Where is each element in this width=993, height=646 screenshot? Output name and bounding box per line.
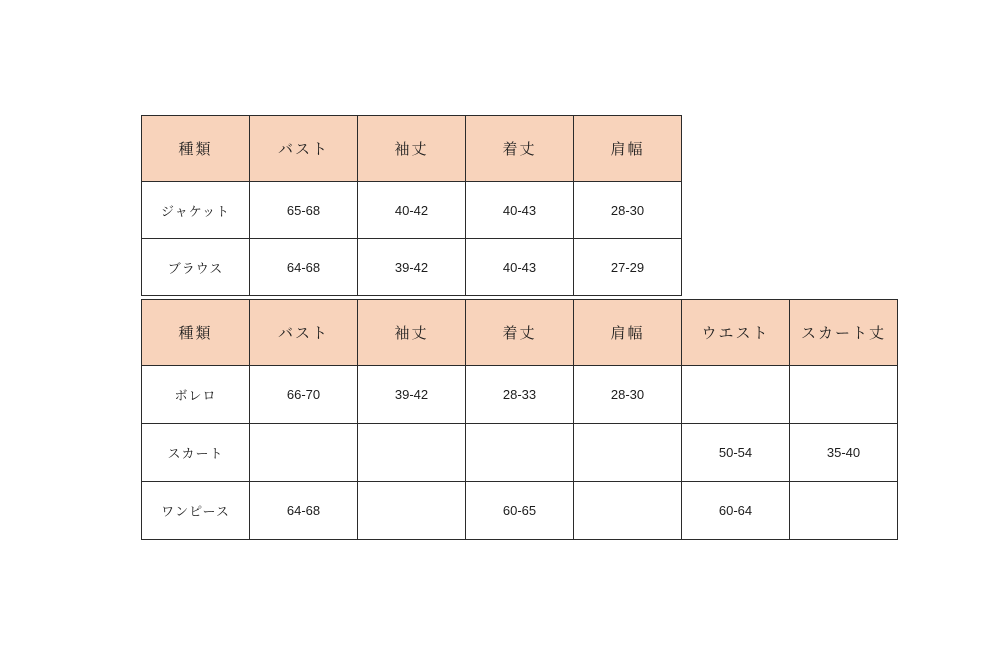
upper-size-table <box>141 115 682 296</box>
cell-sleeve-length: 39-42 <box>358 366 466 424</box>
column-header-skirt-length: スカート丈 <box>790 300 898 366</box>
column-header-shoulder-width: 肩幅 <box>574 116 682 182</box>
cell-garment-length <box>466 424 574 482</box>
table-header-row <box>142 300 898 366</box>
column-header-type: 種類 <box>142 300 250 366</box>
cell-garment-length: 40-43 <box>466 182 574 239</box>
cell-waist: 60-64 <box>682 482 790 540</box>
cell-garment-length: 60-65 <box>466 482 574 540</box>
cell-skirt-length: 35-40 <box>790 424 898 482</box>
column-header-type: 種類 <box>142 116 250 182</box>
cell-bust: 66-70 <box>250 366 358 424</box>
cell-shoulder-width: 28-30 <box>574 366 682 424</box>
lower-size-table <box>141 299 898 540</box>
cell-type: ワンピース <box>142 482 250 540</box>
cell-skirt-length <box>790 482 898 540</box>
cell-sleeve-length: 39-42 <box>358 239 466 296</box>
cell-bust: 65-68 <box>250 182 358 239</box>
cell-shoulder-width: 27-29 <box>574 239 682 296</box>
cell-bust: 64-68 <box>250 239 358 296</box>
cell-skirt-length <box>790 366 898 424</box>
table-row <box>142 182 682 239</box>
table-row <box>142 424 898 482</box>
cell-shoulder-width <box>574 424 682 482</box>
column-header-garment-length: 着丈 <box>466 300 574 366</box>
column-header-bust: バスト <box>250 300 358 366</box>
column-header-waist: ウエスト <box>682 300 790 366</box>
cell-garment-length: 28-33 <box>466 366 574 424</box>
cell-bust: 64-68 <box>250 482 358 540</box>
table-row <box>142 366 898 424</box>
column-header-garment-length: 着丈 <box>466 116 574 182</box>
table-row <box>142 482 898 540</box>
cell-type: ブラウス <box>142 239 250 296</box>
cell-type: ジャケット <box>142 182 250 239</box>
cell-bust <box>250 424 358 482</box>
cell-shoulder-width: 28-30 <box>574 182 682 239</box>
column-header-bust: バスト <box>250 116 358 182</box>
column-header-shoulder-width: 肩幅 <box>574 300 682 366</box>
cell-waist: 50-54 <box>682 424 790 482</box>
cell-shoulder-width <box>574 482 682 540</box>
column-header-sleeve-length: 袖丈 <box>358 300 466 366</box>
cell-sleeve-length <box>358 482 466 540</box>
cell-waist <box>682 366 790 424</box>
cell-type: スカート <box>142 424 250 482</box>
cell-sleeve-length: 40-42 <box>358 182 466 239</box>
cell-garment-length: 40-43 <box>466 239 574 296</box>
cell-type: ボレロ <box>142 366 250 424</box>
table-row <box>142 239 682 296</box>
cell-sleeve-length <box>358 424 466 482</box>
column-header-sleeve-length: 袖丈 <box>358 116 466 182</box>
table-header-row <box>142 116 682 182</box>
